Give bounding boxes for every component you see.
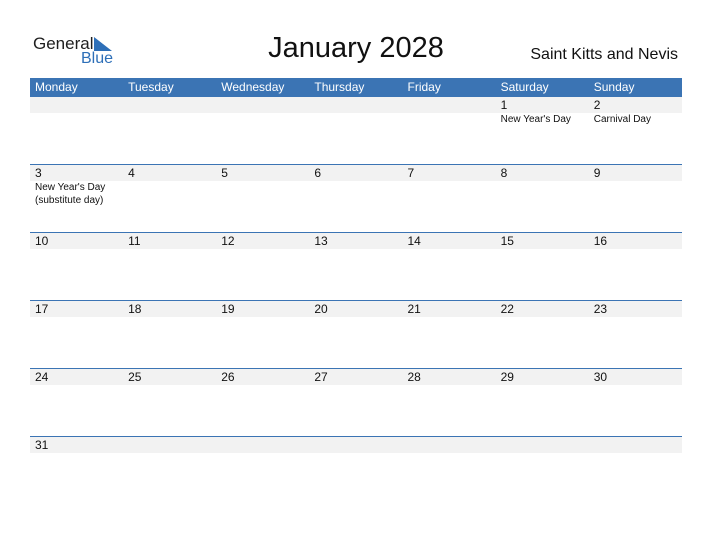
day-number: 3 [35,166,42,180]
day-number: 25 [128,370,142,384]
day-cell [123,165,216,207]
day-number: 6 [314,166,322,180]
day-cell [403,437,496,453]
day-number: 16 [593,234,608,248]
day-number: 13 [314,234,328,248]
weekday-tuesday: Tuesday [128,80,174,94]
day-number: 29 [500,370,514,384]
day-number [221,97,309,113]
day-number [408,97,496,113]
day-cell [123,97,216,126]
day-number: 26 [221,370,235,384]
weekday-sunday: Sunday [593,80,635,94]
day-number [594,437,682,453]
weekday-thursday: Thursday [314,80,365,94]
week-row [30,97,682,164]
week-row [30,232,682,300]
day-cell [496,369,589,385]
day-number [408,437,496,453]
day-number: 2 [593,98,601,112]
weekday-friday: Friday [407,80,441,94]
day-cell [403,233,496,249]
day-number: 10 [35,234,49,248]
day-number: 14 [407,234,421,248]
week-days [30,437,682,453]
day-cell [309,165,402,207]
logo-text-blue: Blue [81,50,114,67]
day-cell [30,369,123,385]
weekday-saturday: Saturday [500,80,549,94]
day-number: 24 [35,370,49,384]
week-row [30,164,682,232]
day-number [128,437,216,453]
day-cell [403,165,496,207]
week-days [30,165,682,207]
day-number: 31 [35,438,49,452]
day-number: 8 [500,166,508,180]
page-title: January 2028 [268,32,444,64]
day-cell [216,165,309,207]
weekday-monday: Monday [35,80,78,94]
day-cell [309,437,402,453]
day-cell [123,369,216,385]
week-row [30,436,682,504]
weeks-container [30,97,682,504]
holiday-label: New Year's Day [500,114,571,125]
day-cell [496,97,589,126]
day-number: 27 [314,370,328,384]
day-cell [216,233,309,249]
day-number: 5 [221,166,228,180]
day-number: 1 [500,98,508,112]
day-cell [216,437,309,453]
day-cell [496,437,589,453]
day-cell [216,369,309,385]
day-cell [309,233,402,249]
day-cell [589,301,682,317]
day-cell [123,437,216,453]
day-cell [30,233,123,249]
day-cell [309,97,402,126]
day-number [314,437,402,453]
day-number: 23 [593,302,608,316]
day-number: 4 [128,166,135,180]
day-number: 11 [128,234,141,248]
day-number: 9 [593,166,601,180]
weekday-wednesday: Wednesday [221,80,285,94]
day-cell [123,233,216,249]
day-cell [30,437,123,453]
day-number [501,437,589,453]
day-number: 19 [221,302,235,316]
week-row [30,368,682,436]
day-number [221,437,309,453]
day-number: 12 [221,234,235,248]
day-number: 30 [593,370,608,384]
holiday-label: Carnival Day [593,114,651,125]
logo-text-general: General [33,34,94,53]
week-days [30,233,682,249]
day-cell [589,97,682,126]
day-cell [589,233,682,249]
day-cell [403,97,496,126]
day-cell [309,369,402,385]
day-number: 7 [407,166,415,180]
day-cell [403,301,496,317]
day-cell [589,369,682,385]
day-cell [496,301,589,317]
week-days [30,97,682,126]
week-days [30,369,682,385]
day-cell [123,301,216,317]
calendar-grid [30,78,682,504]
day-cell [496,233,589,249]
day-number: 17 [35,302,49,316]
day-number [128,97,216,113]
day-number: 15 [500,234,514,248]
country-name: Saint Kitts and Nevis [530,46,678,63]
week-row [30,300,682,368]
weekday-header [30,78,682,97]
day-cell [30,165,123,207]
day-cell [30,97,123,126]
day-cell [30,301,123,317]
day-cell [309,301,402,317]
day-number: 21 [407,302,421,316]
day-cell [589,165,682,207]
day-number: 28 [407,370,421,384]
day-cell [403,369,496,385]
day-number [35,97,123,113]
day-number: 20 [314,302,328,316]
day-number: 18 [128,302,142,316]
holiday-label: New Year's Day (substitute day) [35,182,106,206]
day-number: 22 [500,302,514,316]
day-cell [216,97,309,126]
day-cell [496,165,589,207]
week-days [30,301,682,317]
day-number [314,97,402,113]
day-cell [589,437,682,453]
day-cell [216,301,309,317]
